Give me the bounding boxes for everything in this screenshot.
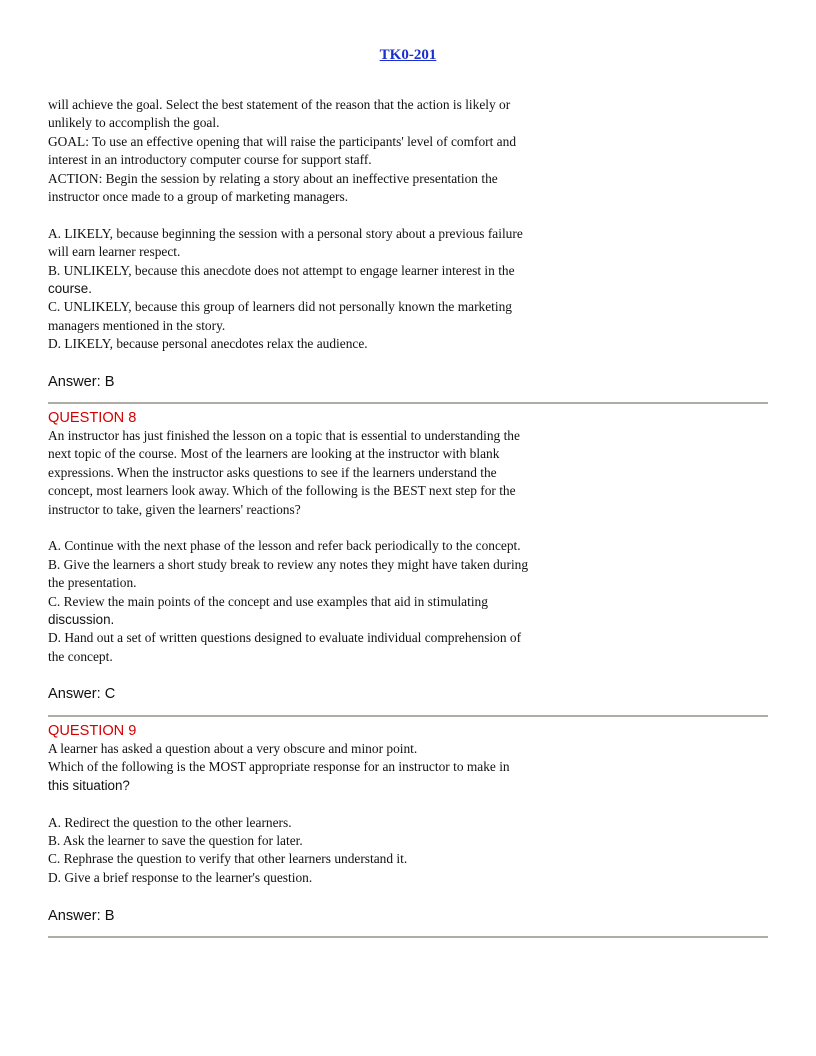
divider <box>48 936 768 938</box>
question-8-line: expressions. When the instructor asks questions to see if the learners understand the <box>48 464 497 480</box>
divider <box>48 715 768 717</box>
question-8-option-c: C. Review the main points of the concept and use examples that aid in stimulating <box>48 593 488 609</box>
question-8-header <box>48 409 748 427</box>
question-7-option-b: B. UNLIKELY, because this anecdote does not attempt to engage learner interest in the <box>48 262 515 278</box>
question-9-option-d: D. Give a brief response to the learner's question. <box>48 869 313 885</box>
question-9 <box>48 722 748 887</box>
question-7-answer: Answer: B <box>48 374 115 390</box>
question-8-option-b: the presentation. <box>48 575 137 591</box>
question-9-answer-block <box>48 906 748 926</box>
question-8-line: next topic of the course. Most of the learners are looking at the instructor with blank <box>48 446 500 462</box>
question-7-line: will achieve the goal. Select the best statement of the reason that the action is likely or <box>48 97 511 112</box>
question-9-line: this situation? <box>48 777 130 793</box>
question-7-line: unlikely to accomplish the goal. <box>48 115 220 131</box>
question-9-line: A learner has asked a question about a very obscure and minor point. <box>48 741 418 756</box>
question-9-option-c: C. Rephrase the question to verify that other learners understand it. <box>48 851 408 867</box>
question-number: 8 <box>128 410 137 426</box>
question-8-line: instructor to take, given the learners' reactions? <box>48 501 301 517</box>
question-7-option-a: will earn learner respect. <box>48 244 181 260</box>
divider <box>48 402 768 404</box>
question-label: QUESTION <box>48 410 125 426</box>
question-8 <box>48 409 748 666</box>
page-header-title: TK0-201 <box>379 47 437 63</box>
question-8-option-a: A. Continue with the next phase of the lesson and refer back periodically to the concept. <box>48 538 521 554</box>
question-label: QUESTION <box>48 723 125 739</box>
question-8-answer-block <box>48 684 748 704</box>
question-7-option-d: D. LIKELY, because personal anecdotes relax the audience. <box>48 336 368 352</box>
question-9-answer: Answer: B <box>48 908 115 924</box>
question-8-option-c: discussion. <box>48 611 115 627</box>
question-9-header <box>48 722 748 740</box>
question-number: 9 <box>128 723 137 739</box>
question-7-action-line: ACTION: Begin the session by relating a story about an ineffective presentation the <box>48 170 498 186</box>
question-7-goal-line: interest in an introductory computer course for support staff. <box>48 152 372 168</box>
question-8-option-b: B. Give the learners a short study break to review any notes they might have taken during <box>48 556 529 572</box>
question-7-body <box>48 96 748 353</box>
question-7-option-c: C. UNLIKELY, because this group of learners did not personally known the marketing <box>48 299 513 315</box>
question-8-line: An instructor has just finished the lesson on a topic that is essential to understanding the <box>48 428 520 443</box>
question-7-goal-line: GOAL: To use an effective opening that will raise the participants' level of comfort and <box>48 133 517 149</box>
question-8-option-d: the concept. <box>48 648 113 664</box>
question-9-option-b: B. Ask the learner to save the question for later. <box>48 832 303 848</box>
question-9-option-a: A. Redirect the question to the other learners. <box>48 814 292 830</box>
question-7-action-line: instructor once made to a group of marketing managers. <box>48 188 349 204</box>
question-7-option-c: managers mentioned in the story. <box>48 317 226 333</box>
question-8-line: concept, most learners look away. Which of the following is the BEST next step for the <box>48 483 516 499</box>
question-7-answer-block <box>48 372 748 392</box>
question-7-option-a: A. LIKELY, because beginning the session with a personal story about a previous failure <box>48 225 523 241</box>
question-7-option-b: course. <box>48 280 92 296</box>
question-8-answer: Answer: C <box>48 686 116 702</box>
question-9-line: Which of the following is the MOST appropriate response for an instructor to make in <box>48 759 510 775</box>
question-8-option-d: D. Hand out a set of written questions designed to evaluate individual comprehension of <box>48 630 522 646</box>
